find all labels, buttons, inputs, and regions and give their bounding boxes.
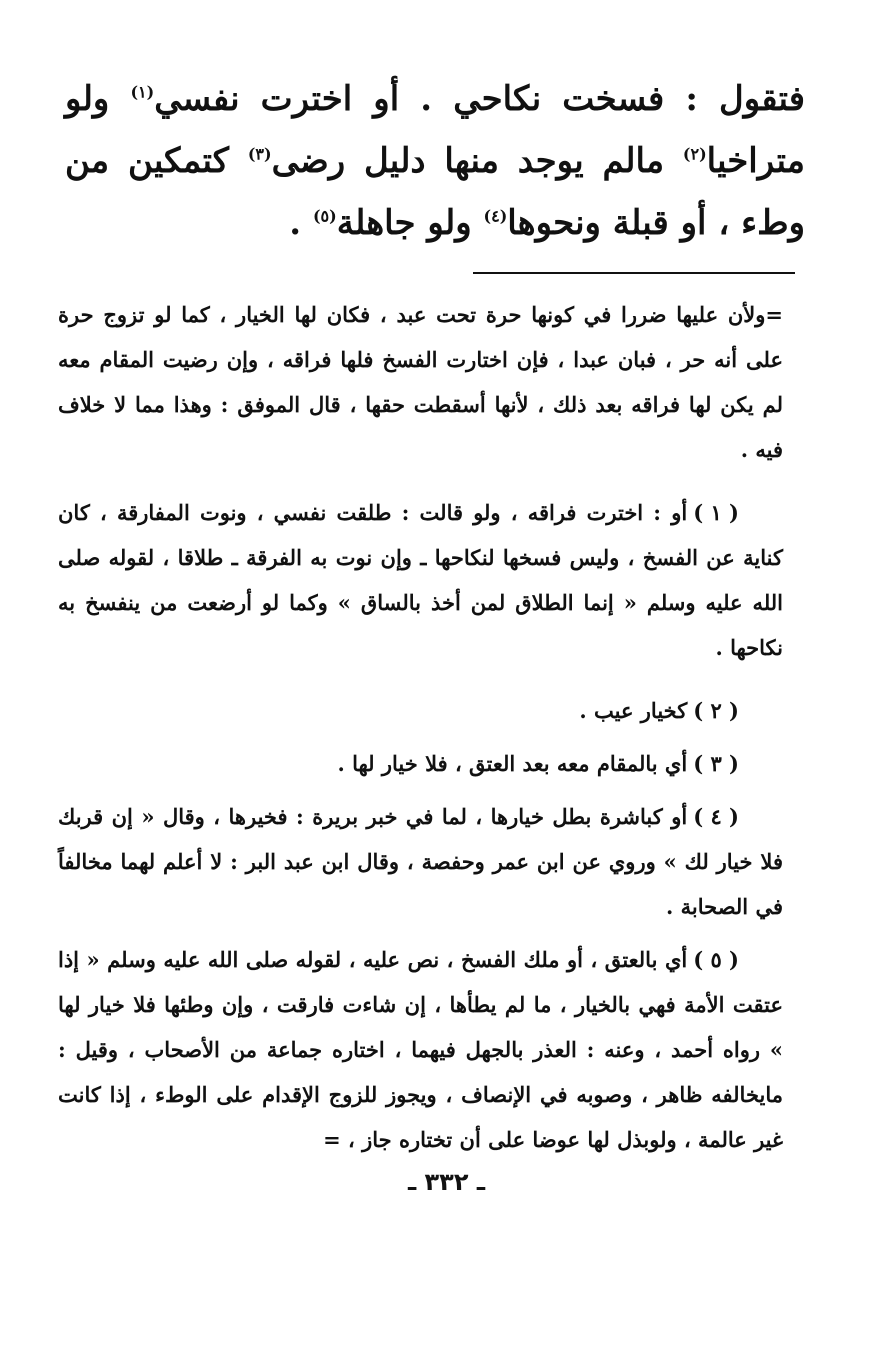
- main-text-segment: كتمكين من وطء ، أو قبلة ونحوها: [65, 141, 805, 243]
- footnote-2: [58, 688, 783, 733]
- footnote-number: ( ٢ ): [693, 698, 739, 723]
- main-text-segment: ولو جاهلة: [336, 203, 484, 243]
- footnote-ref-3[interactable]: (٣): [247, 144, 272, 164]
- footnote-number: ( ١ ): [693, 500, 739, 525]
- main-text-segment: .: [289, 203, 313, 243]
- footnote-3: [58, 741, 783, 786]
- footnotes-section: [58, 292, 783, 1162]
- footnote-text: كخيار عيب .: [579, 698, 688, 723]
- footnote-ref-5[interactable]: (٥): [312, 206, 337, 226]
- footnote-1: [58, 490, 783, 670]
- footnote-number: ( ٥ ): [693, 947, 739, 972]
- main-text-segment: فتقول : فسخت نكاحي . أو اخترت نفسي: [154, 79, 805, 119]
- footnote-ref-1[interactable]: (١): [130, 82, 155, 102]
- footnote-text: أي بالعتق ، أو ملك الفسخ ، نص عليه ، لقوله صلى الله عليه وسلم « إذا عتقت الأمة فهي بالخيار ، ما لم يطأها ، إن شاءت فارقت ، وإن وطئها فلا خيار لها » رواه أحمد ، وعنه : العذر بالجهل فيهما ، اختاره جماعة من الأصحاب ، وقيل : مايخالفه ظاهر ، وصوبه في الإنصاف ، ويجوز للزوج الإقدام على الوطء ، إذا كانت غير عالمة ، ولوبذل لها عوضا على أن تختاره جاز ، =: [58, 947, 783, 1152]
- page-number: ـ ٣٣٢ ـ: [407, 1168, 486, 1196]
- footnote-number: ( ٤ ): [693, 804, 739, 829]
- main-text-paragraph: [65, 68, 805, 254]
- main-text-segment: مالم يوجد منها دليل رضى: [271, 141, 683, 181]
- footnote-ref-4[interactable]: (٤): [483, 206, 508, 226]
- footnote-4: [58, 794, 783, 929]
- footnote-continuation: =ولأن عليها ضررا في كونها حرة تحت عبد ، فكان لها الخيار ، كما لو تزوج حرة على أنه حر ، فبان عبدا ، فإن اختارت الفسخ فلها فراقه ، وإن رضيت المقام معه لم يكن لها فراقه بعد ذلك ، لأنها أسقطت حقها ، قال الموفق : وهذا مما لا خلاف فيه .: [58, 302, 783, 462]
- footnote-ref-2[interactable]: (٢): [682, 144, 707, 164]
- footnote-text: أي بالمقام معه بعد العتق ، فلا خيار لها .: [337, 751, 688, 776]
- footnote-5: [58, 937, 783, 1162]
- footnote-divider: [473, 272, 795, 274]
- footnote-text: أو : اخترت فراقه ، ولو قالت : طلقت نفسي ، ونوت المفارقة ، كان كناية عن الفسخ ، وليس فسخها لنكاحها ـ وإن نوت به الفرقة ـ طلاقا ، لقوله صلى الله عليه وسلم « إنما الطلاق لمن أخذ بالساق » وكما لو أرضعت من ينفسخ به نكاحها .: [58, 500, 783, 660]
- footnote-number: ( ٣ ): [693, 751, 739, 776]
- main-text-segment: ولو متراخيا: [65, 79, 805, 181]
- footnote-text: أو كباشرة بطل خيارها ، لما في خبر بريرة : فخيرها ، وقال « إن قربك فلا خيار لك » وروي عن ابن عمر وحفصة ، وقال ابن عبد البر : لا أعلم لهما مخالفاً في الصحابة .: [58, 804, 783, 919]
